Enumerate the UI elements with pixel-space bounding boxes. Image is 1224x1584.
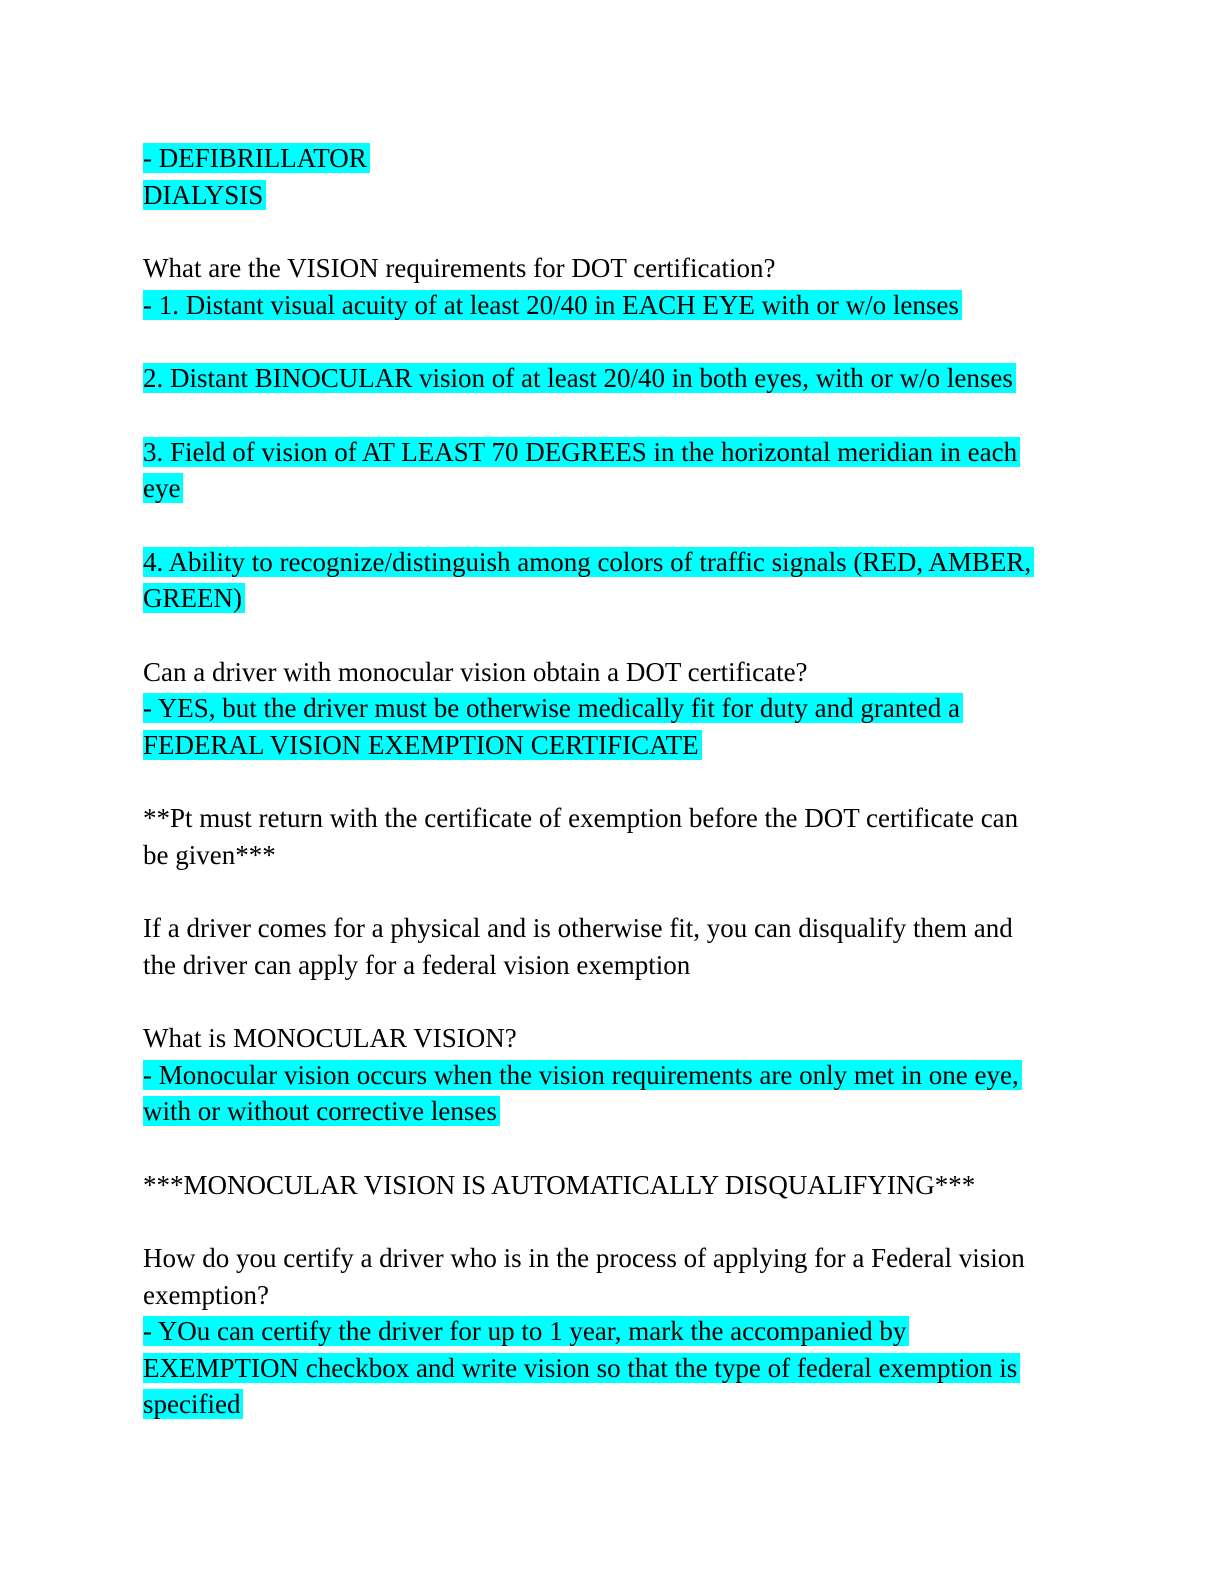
- text: Can a driver with monocular vision obtain a DOT certificate?: [143, 656, 808, 687]
- answer-block: [143, 140, 1074, 213]
- answer-line: [143, 434, 1074, 471]
- note-line: [143, 910, 1074, 947]
- answer-line: [143, 360, 1074, 397]
- document-body: [143, 140, 1074, 1423]
- question-block: [143, 1020, 1074, 1057]
- answer-line: [143, 1350, 1074, 1387]
- blank-line: [143, 397, 1074, 434]
- blank-line: [143, 323, 1074, 360]
- answer-line: [143, 470, 1074, 507]
- answer-block: [143, 690, 1074, 763]
- text: **Pt must return with the certificate of exemption before the DOT certificate can: [143, 803, 1019, 833]
- answer-line: [143, 177, 1074, 214]
- answer-line: [143, 580, 1074, 617]
- highlighted-text: - Monocular vision occurs when the vision requirements are only met in one eye,: [143, 1060, 1022, 1090]
- highlighted-text: 4. Ability to recognize/distinguish among colors of traffic signals (RED, AMBER,: [143, 547, 1034, 577]
- highlighted-text: with or without corrective lenses: [143, 1096, 500, 1126]
- answer-block: [143, 1057, 1074, 1130]
- blank-line: [143, 213, 1074, 250]
- text: be given***: [143, 839, 276, 870]
- answer-line: [143, 1093, 1074, 1130]
- answer-line: [143, 1313, 1074, 1350]
- question-line: [143, 654, 1074, 691]
- blank-line: [143, 1130, 1074, 1167]
- note-line: [143, 1167, 1074, 1204]
- highlighted-text: - YOu can certify the driver for up to 1 year, mark the accompanied by: [143, 1316, 909, 1346]
- answer-line: [143, 1057, 1074, 1094]
- note-block: [143, 800, 1074, 873]
- blank-line: [143, 617, 1074, 654]
- question-line: [143, 1277, 1074, 1314]
- highlighted-text: - YES, but the driver must be otherwise medically fit for duty and granted a: [143, 693, 963, 723]
- highlighted-text: GREEN): [143, 583, 245, 613]
- text: How do you certify a driver who is in the process of applying for a Federal vision: [143, 1243, 1025, 1273]
- note-line: [143, 800, 1074, 837]
- text: exemption?: [143, 1279, 269, 1310]
- answer-line: [143, 1386, 1074, 1423]
- answer-line: [143, 287, 1074, 324]
- note-line: [143, 947, 1074, 984]
- blank-line: [143, 507, 1074, 544]
- answer-block: [143, 544, 1074, 617]
- highlighted-text: 2. Distant BINOCULAR vision of at least 20/40 in both eyes, with or w/o lenses: [143, 363, 1016, 393]
- answer-block: [143, 1313, 1074, 1423]
- highlighted-text: - 1. Distant visual acuity of at least 20/40 in EACH EYE with or w/o lenses: [143, 290, 962, 320]
- question-block: [143, 654, 1074, 691]
- highlighted-text: FEDERAL VISION EXEMPTION CERTIFICATE: [143, 730, 702, 760]
- text: ***MONOCULAR VISION IS AUTOMATICALLY DISQUALIFYING***: [143, 1169, 976, 1200]
- question-line: [143, 250, 1074, 287]
- blank-line: [143, 1203, 1074, 1240]
- highlighted-text: eye: [143, 473, 183, 503]
- answer-line: [143, 727, 1074, 764]
- blank-line: [143, 873, 1074, 910]
- answer-line: [143, 690, 1074, 727]
- blank-line: [143, 983, 1074, 1020]
- question-line: [143, 1020, 1074, 1057]
- text: What is MONOCULAR VISION?: [143, 1023, 517, 1053]
- note-block: [143, 1167, 1074, 1204]
- answer-block: [143, 287, 1074, 324]
- highlighted-text: 3. Field of vision of AT LEAST 70 DEGREES in the horizontal meridian in each: [143, 437, 1020, 467]
- question-block: [143, 250, 1074, 287]
- text: the driver can apply for a federal vision exemption: [143, 949, 691, 980]
- highlighted-text: EXEMPTION checkbox and write vision so that the type of federal exemption is: [143, 1353, 1020, 1383]
- answer-line: [143, 544, 1074, 581]
- note-block: [143, 910, 1074, 983]
- text: If a driver comes for a physical and is otherwise fit, you can disqualify them and: [143, 913, 1013, 943]
- answer-block: [143, 434, 1074, 507]
- blank-line: [143, 763, 1074, 800]
- note-line: [143, 837, 1074, 874]
- answer-line: [143, 140, 1074, 177]
- highlighted-text: DIALYSIS: [143, 180, 266, 210]
- answer-block: [143, 360, 1074, 397]
- text: What are the VISION requirements for DOT certification?: [143, 253, 776, 283]
- question-block: [143, 1240, 1074, 1313]
- highlighted-text: - DEFIBRILLATOR: [143, 143, 370, 173]
- highlighted-text: specified: [143, 1389, 243, 1419]
- question-line: [143, 1240, 1074, 1277]
